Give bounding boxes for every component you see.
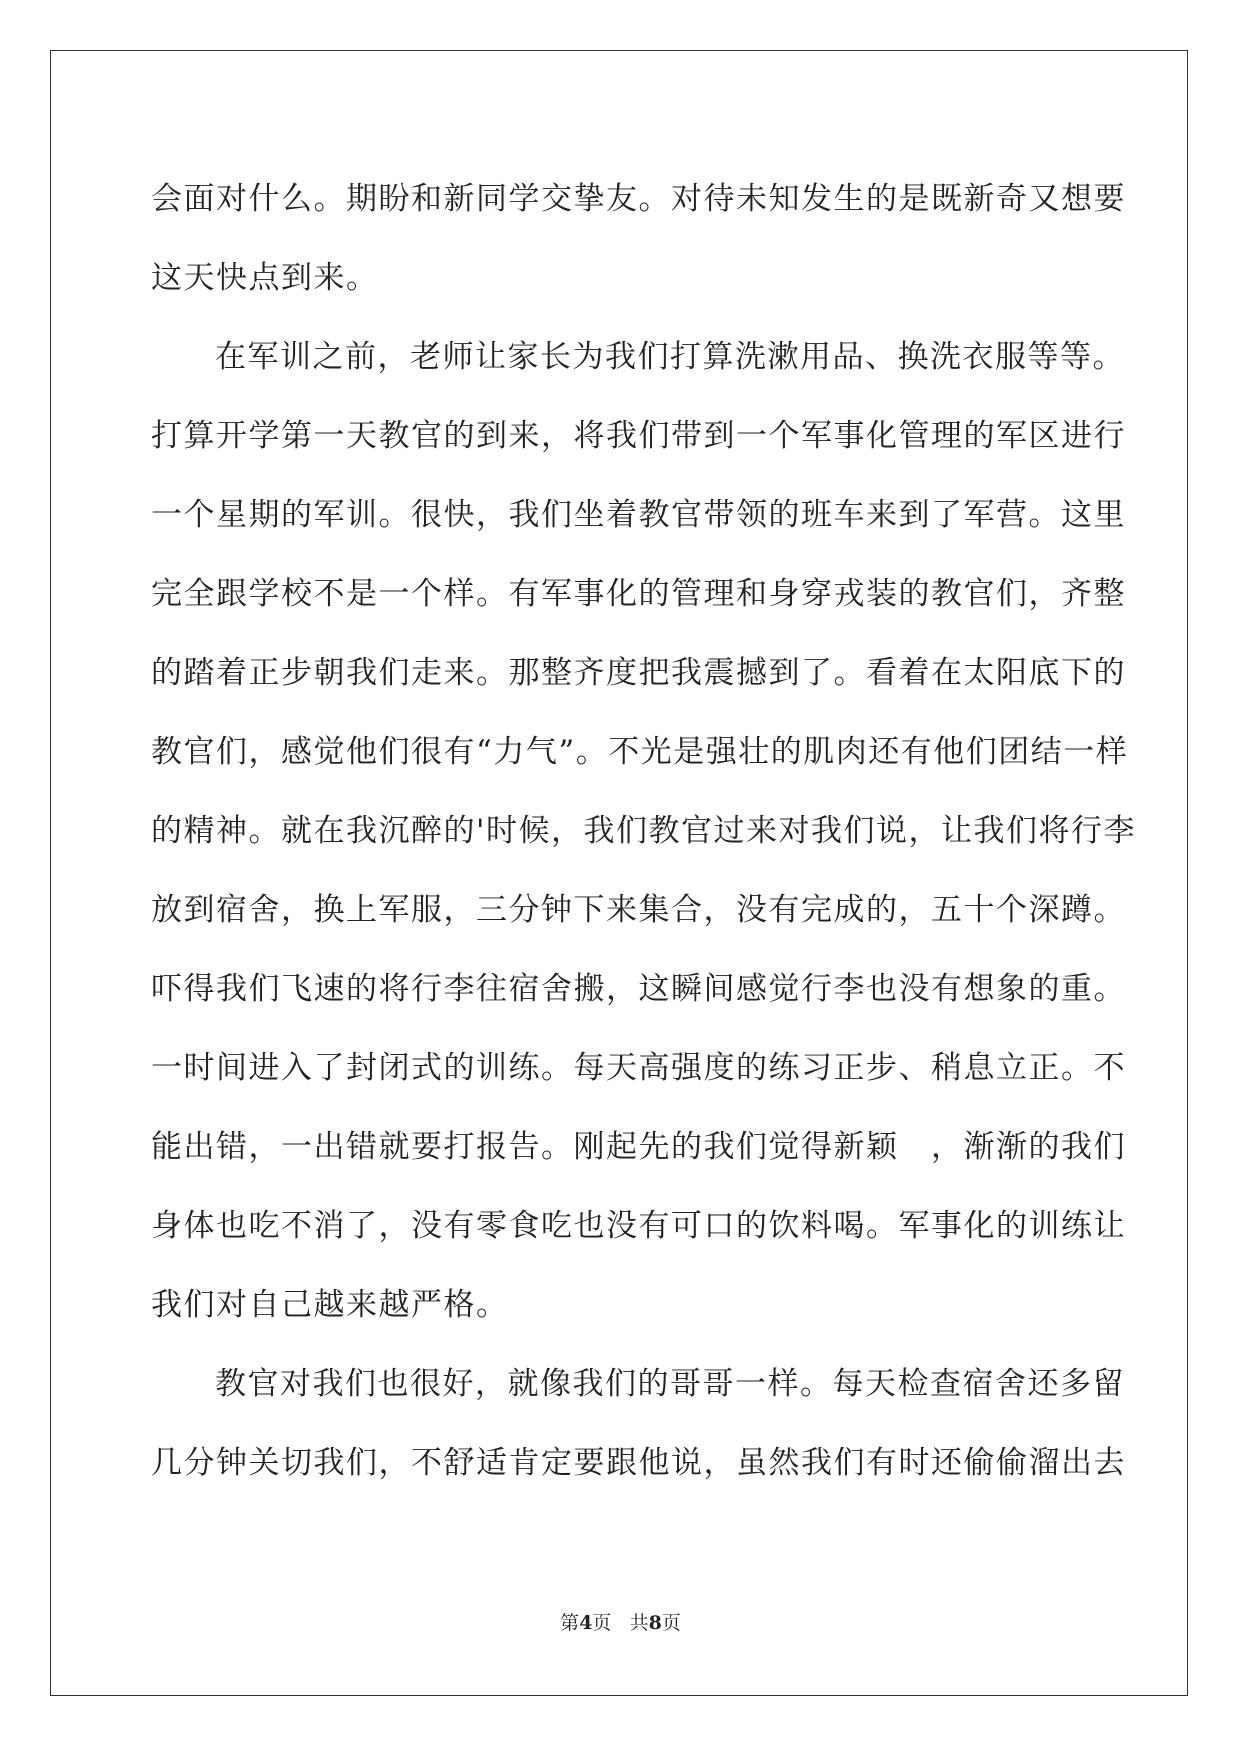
footer-total-prefix: 共 <box>629 1612 649 1634</box>
text-line: 吓得我们飞速的将行李往宿舍搬，这瞬间感觉行李也没有想象的重。 <box>151 971 1126 1007</box>
document-body <box>151 160 1137 1503</box>
text-line: 我们对自己越来越严格。 <box>151 1287 509 1323</box>
text-line: 的踏着正步朝我们走来。那整齐度把我震撼到了。看着在太阳底下的 <box>151 655 1126 691</box>
text-line: 打算开学第一天教官的到来，将我们带到一个军事化管理的军区进行 <box>151 418 1126 454</box>
text-line: 一时间进入了封闭式的训练。每天高强度的练习正步、稍息立正。不 <box>151 1050 1126 1086</box>
total-pages-number: 8 <box>648 1612 662 1634</box>
text-line: 身体也吃不消了，没有零食吃也没有可口的饮料喝。军事化的训练让 <box>151 1208 1126 1244</box>
text-line: 教官们，感觉他们很有“力气”。不光是强壮的肌肉还有他们团结一样 <box>151 734 1129 770</box>
text-line: 几分钟关切我们，不舒适肯定要跟他说，虽然我们有时还偷偷溜出去 <box>151 1445 1126 1481</box>
page-footer <box>0 1608 1241 1635</box>
text-line: 的精神。就在我沉醉的'时候，我们教官过来对我们说，让我们将行李 <box>151 813 1137 849</box>
text-line: 完全跟学校不是一个样。有军事化的管理和身穿戎装的教官们，齐整 <box>151 576 1126 612</box>
footer-prefix: 第 <box>560 1612 580 1634</box>
current-page-number: 4 <box>579 1612 593 1634</box>
footer-page-unit: 页 <box>592 1612 612 1634</box>
text-line: 会面对什么。期盼和新同学交挚友。对待未知发生的是既新奇又想要 <box>151 181 1126 217</box>
text-line: 一个星期的军训。很快，我们坐着教官带领的班车来到了军营。这里 <box>151 497 1126 533</box>
paragraph-start-line: 在军训之前，老师让家长为我们打算洗漱用品、换洗衣服等等。 <box>215 339 1125 375</box>
footer-total-unit: 页 <box>661 1612 681 1634</box>
paragraph-start-line: 教官对我们也很好，就像我们的哥哥一样。每天检查宿舍还多留 <box>215 1366 1125 1402</box>
text-line: 这天快点到来。 <box>151 260 379 296</box>
text-line: 能出错，一出错就要打报告。刚起先的我们觉得新颖 ，渐渐的我们 <box>151 1129 1126 1165</box>
text-line: 放到宿舍，换上军服，三分钟下来集合，没有完成的，五十个深蹲。 <box>151 892 1126 928</box>
